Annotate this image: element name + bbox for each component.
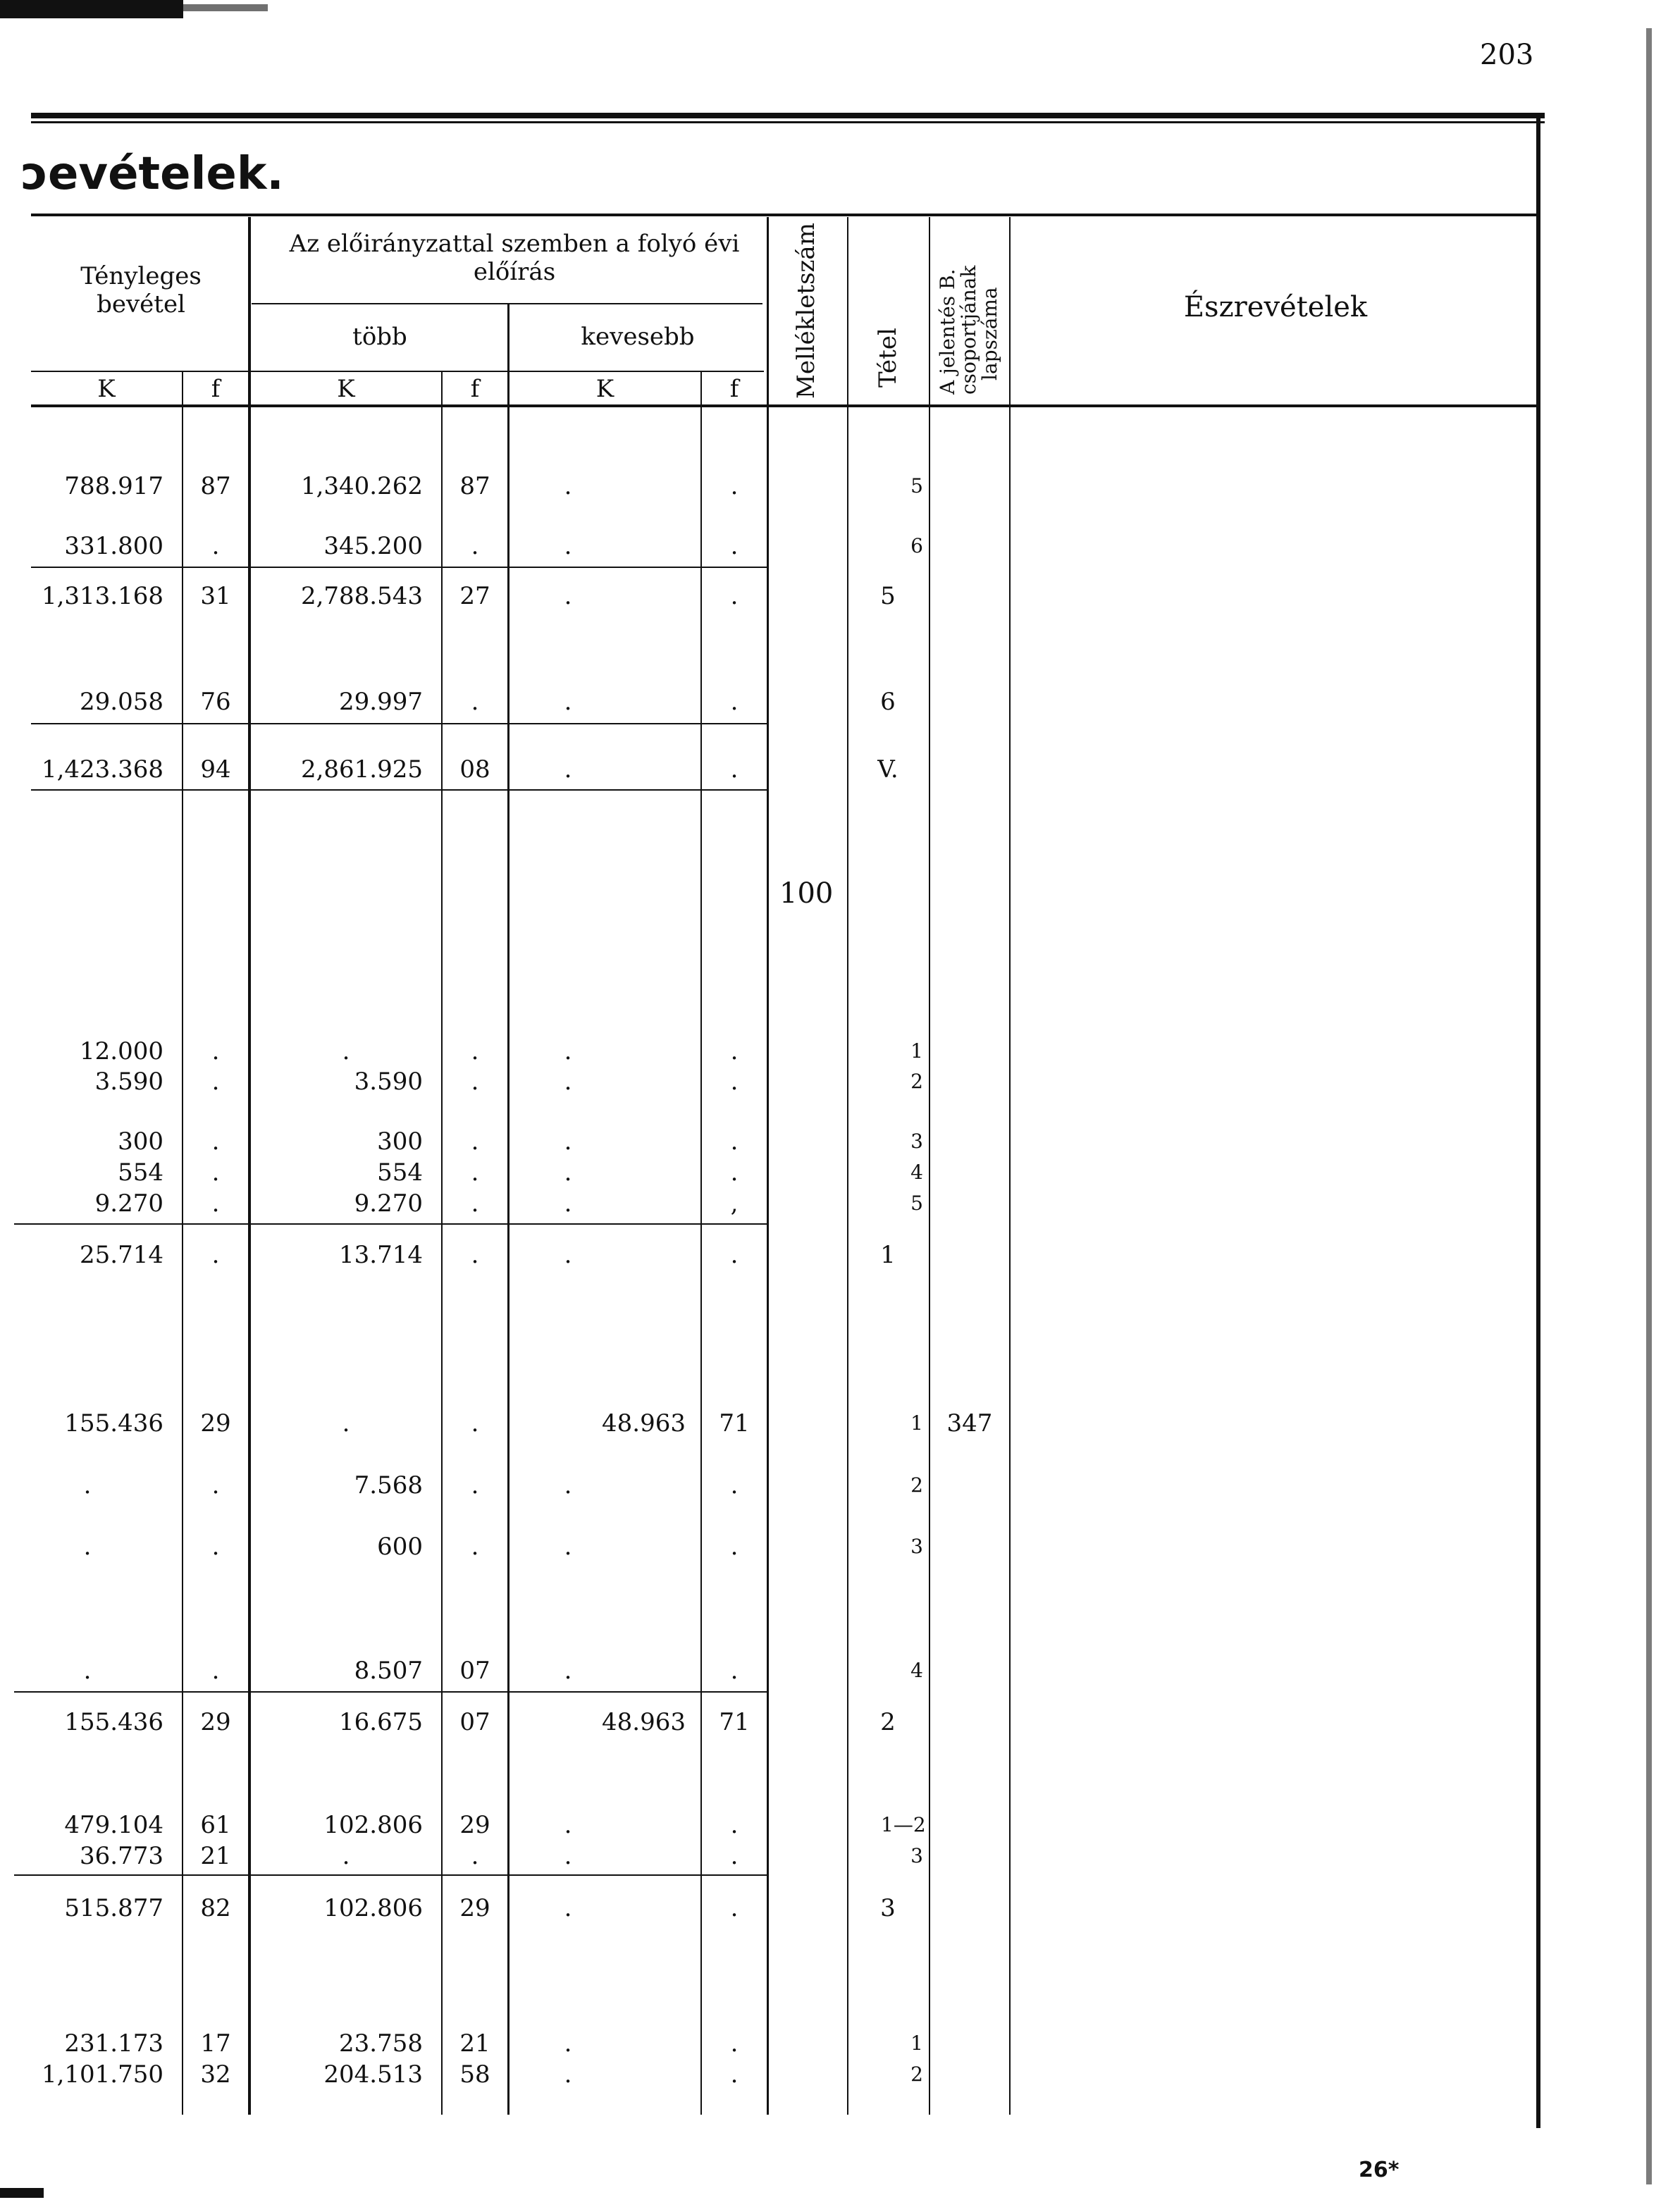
cell-tk: . xyxy=(83,1657,92,1685)
cell-tetel: 2 xyxy=(910,1473,923,1497)
cell-tetel: 1 xyxy=(910,2032,923,2055)
cell-tetel: 5 xyxy=(880,582,896,610)
cell-ok: 102.806 xyxy=(323,1894,423,1922)
scan-edge-right xyxy=(1646,28,1652,2184)
cell-kk: . xyxy=(564,1811,572,1839)
cell-kf: . xyxy=(730,1471,739,1500)
cell-tetel: 3 xyxy=(910,1844,923,1867)
cell-tf: 21 xyxy=(200,1842,231,1870)
cell-tk: . xyxy=(83,1533,92,1561)
cell-kf: . xyxy=(730,2029,739,2058)
cell-tetel: 1 xyxy=(910,1411,923,1435)
cell-kf: . xyxy=(730,1657,739,1685)
cell-ok: 345.200 xyxy=(323,532,423,560)
header-bottom-line xyxy=(31,404,1536,407)
cell-of: 21 xyxy=(459,2029,490,2058)
cell-tetel: 4 xyxy=(910,1161,923,1184)
cell-tk: 9.270 xyxy=(94,1189,163,1218)
header-tenyleges-text: Tényleges bevétel xyxy=(80,262,202,319)
col-line-kevesebb-right xyxy=(767,217,769,2115)
cell-of: 07 xyxy=(459,1708,490,1736)
cell-kk: . xyxy=(564,1189,572,1218)
subtotal-line-3 xyxy=(31,789,767,791)
cell-kk: . xyxy=(564,1127,572,1156)
page-number: 203 xyxy=(1480,39,1534,71)
subtotal-line-1 xyxy=(31,567,767,568)
cell-kk: . xyxy=(564,1068,572,1096)
header-tenyleges xyxy=(35,262,247,319)
cell-of: . xyxy=(471,1241,479,1269)
top-rule-thick xyxy=(31,113,1545,118)
cell-kf: . xyxy=(730,688,739,716)
cell-kf: . xyxy=(730,2060,739,2089)
cell-tetel: 2 xyxy=(910,2063,923,2086)
cell-ok: 29.997 xyxy=(339,688,423,716)
cell-tk: 554 xyxy=(118,1158,163,1187)
cell-of: . xyxy=(471,1127,479,1156)
header-k-kevesebb: K xyxy=(595,375,614,403)
cell-kf: . xyxy=(730,1894,739,1922)
header-f-kevesebb: f xyxy=(729,375,739,403)
cell-tk: 1,313.168 xyxy=(41,582,163,610)
header-tetel: Tétel xyxy=(874,328,902,388)
header-k-tenyleges: K xyxy=(97,375,116,403)
cell-tf: 61 xyxy=(200,1811,231,1839)
cell-ok: . xyxy=(342,1842,350,1870)
cell-ok: 600 xyxy=(377,1533,423,1561)
cell-ok: 2,861.925 xyxy=(300,755,423,784)
kf-header-line xyxy=(31,371,764,372)
cell-kk: . xyxy=(564,1657,572,1685)
header-kevesebb: kevesebb xyxy=(581,323,695,351)
cell-kf: . xyxy=(730,1842,739,1870)
cell-tf: . xyxy=(211,1657,220,1685)
cell-tf: . xyxy=(211,1533,220,1561)
cell-kf: 71 xyxy=(719,1409,750,1438)
cell-kf: . xyxy=(730,1241,739,1269)
melleklet-value: 100 xyxy=(779,877,834,910)
cell-tf: . xyxy=(211,1127,220,1156)
cell-tf: . xyxy=(211,1189,220,1218)
cell-kk: . xyxy=(564,2060,572,2089)
cell-tk: 479.104 xyxy=(64,1811,163,1839)
cell-tf: . xyxy=(211,1471,220,1500)
cell-kk: 48.963 xyxy=(602,1708,686,1736)
cell-kf: . xyxy=(730,582,739,610)
cell-kk: 48.963 xyxy=(602,1409,686,1438)
col-line-melleklet-right xyxy=(847,217,848,2115)
cell-tf: 87 xyxy=(200,472,231,500)
header-jelentes-1: A jelentés B. xyxy=(936,268,959,395)
col-line-tetel-right xyxy=(929,217,930,2115)
cell-kk: . xyxy=(564,1241,572,1269)
cell-tf: 94 xyxy=(200,755,231,784)
cell-tetel: 3 xyxy=(910,1535,923,1558)
footer-mark: 26* xyxy=(1359,2158,1400,2182)
cell-tetel: 1—2 xyxy=(881,1813,926,1836)
cell-tetel: 6 xyxy=(880,688,896,716)
cell-ok: 8.507 xyxy=(354,1657,423,1685)
cell-of: . xyxy=(471,1037,479,1065)
cell-tetel: 4 xyxy=(910,1659,923,1682)
cell-of: . xyxy=(471,532,479,560)
cell-tk: . xyxy=(83,1471,92,1500)
header-mellekletszam: Mellékletszám xyxy=(792,223,820,399)
cell-tk: 29.058 xyxy=(80,688,163,716)
header-jelentes-3: lapszáma xyxy=(978,287,1001,381)
cell-of: . xyxy=(471,1533,479,1561)
cell-kk: . xyxy=(564,1037,572,1065)
cell-tf: 82 xyxy=(200,1894,231,1922)
scan-smudge-top xyxy=(0,0,183,18)
cell-kf: . xyxy=(730,755,739,784)
cell-kk: . xyxy=(564,1894,572,1922)
cell-tetel: 3 xyxy=(910,1130,923,1153)
subtotal-line-5 xyxy=(14,1691,767,1693)
cell-kf: . xyxy=(730,1068,739,1096)
cell-tetel: 1 xyxy=(880,1241,896,1269)
cell-of: 08 xyxy=(459,755,490,784)
cell-kk: . xyxy=(564,755,572,784)
cell-ok: . xyxy=(342,1409,350,1438)
cell-tk: 1,423.368 xyxy=(41,755,163,784)
cell-of: . xyxy=(471,1409,479,1438)
cell-kf: . xyxy=(730,1158,739,1187)
cell-of: 29 xyxy=(459,1894,490,1922)
top-rule-thin xyxy=(31,121,1545,123)
cell-of: 87 xyxy=(459,472,490,500)
cell-ok: 1,340.262 xyxy=(300,472,423,500)
subtotal-line-4 xyxy=(14,1223,767,1225)
cell-tetel: V. xyxy=(877,755,898,784)
subtotal-line-6 xyxy=(14,1874,767,1876)
cell-kk: . xyxy=(564,582,572,610)
cell-tk: 300 xyxy=(118,1127,163,1156)
cell-tk: 155.436 xyxy=(64,1409,163,1438)
cell-tk: 515.877 xyxy=(64,1894,163,1922)
header-top-line xyxy=(31,214,1536,216)
cell-of: . xyxy=(471,688,479,716)
cell-tetel: 1 xyxy=(910,1039,923,1063)
cell-of: . xyxy=(471,1158,479,1187)
cell-of: 27 xyxy=(459,582,490,610)
cell-tetel: 6 xyxy=(910,534,923,557)
cell-of: . xyxy=(471,1189,479,1218)
cell-ok: 13.714 xyxy=(339,1241,423,1269)
cell-ok: 23.758 xyxy=(339,2029,423,2058)
cell-kk: . xyxy=(564,2029,572,2058)
cell-tf: 29 xyxy=(200,1409,231,1438)
cell-kf: . xyxy=(730,1037,739,1065)
cell-ok: 2,788.543 xyxy=(300,582,423,610)
cell-tf: . xyxy=(211,532,220,560)
cell-ok: 554 xyxy=(377,1158,423,1187)
cell-lap: 347 xyxy=(946,1409,993,1438)
cell-kf: . xyxy=(730,1811,739,1839)
header-eloiranyzat xyxy=(268,230,761,286)
header-eloiranyzat-text: Az előirányzattal szemben a folyó évi előírás xyxy=(289,230,740,286)
cell-tk: 788.917 xyxy=(64,472,163,500)
cell-tk: 12.000 xyxy=(80,1037,163,1065)
cell-tetel: 3 xyxy=(880,1894,896,1922)
cell-of: 07 xyxy=(459,1657,490,1685)
cell-tetel: 5 xyxy=(910,474,923,497)
cell-tetel: 2 xyxy=(880,1708,896,1736)
cell-ok: 102.806 xyxy=(323,1811,423,1839)
cell-ok: . xyxy=(342,1037,350,1065)
cell-tetel: 5 xyxy=(910,1192,923,1215)
cell-of: 58 xyxy=(459,2060,490,2089)
cell-tk: 231.173 xyxy=(64,2029,163,2058)
cell-kk: . xyxy=(564,532,572,560)
cell-kf: . xyxy=(730,1127,739,1156)
header-jelentes-2: csoportjának xyxy=(957,265,980,395)
header-k-tobb: K xyxy=(337,375,355,403)
scan-mark-bottom xyxy=(0,2188,44,2198)
cell-of: . xyxy=(471,1842,479,1870)
cell-ok: 7.568 xyxy=(354,1471,423,1500)
col-line-jelentes-right xyxy=(1009,217,1011,2115)
cell-tf: 32 xyxy=(200,2060,231,2089)
cell-kk: . xyxy=(564,1158,572,1187)
cell-kf: , xyxy=(730,1189,739,1218)
cell-ok: 9.270 xyxy=(354,1189,423,1218)
cell-kf: . xyxy=(730,1533,739,1561)
cell-kf: . xyxy=(730,532,739,560)
scan-smudge-top-tail xyxy=(183,4,268,11)
cell-tetel: 2 xyxy=(910,1070,923,1093)
cell-tk: 1,101.750 xyxy=(41,2060,163,2089)
cell-ok: 300 xyxy=(377,1127,423,1156)
cell-kk: . xyxy=(564,1471,572,1500)
cell-tf: . xyxy=(211,1158,220,1187)
header-eszrevetelek: Észrevételek xyxy=(1183,291,1368,323)
header-tobb: több xyxy=(352,323,407,351)
cell-tf: . xyxy=(211,1068,220,1096)
header-f-tobb: f xyxy=(470,375,480,403)
header-f-tenyleges: f xyxy=(211,375,221,403)
cell-kf: . xyxy=(730,472,739,500)
cell-tk: 25.714 xyxy=(80,1241,163,1269)
cell-of: . xyxy=(471,1068,479,1096)
cell-ok: 204.513 xyxy=(323,2060,423,2089)
cell-kk: . xyxy=(564,1533,572,1561)
cell-tf: 17 xyxy=(200,2029,231,2058)
cell-tf: . xyxy=(211,1037,220,1065)
cell-kk: . xyxy=(564,1842,572,1870)
cell-tf: 31 xyxy=(200,582,231,610)
cell-tk: 155.436 xyxy=(64,1708,163,1736)
cell-ok: 16.675 xyxy=(339,1708,423,1736)
cell-tf: 29 xyxy=(200,1708,231,1736)
cell-kf: 71 xyxy=(719,1708,750,1736)
cell-tf: . xyxy=(211,1241,220,1269)
cell-kk: . xyxy=(564,688,572,716)
cell-tk: 331.800 xyxy=(64,532,163,560)
subtotal-line-2 xyxy=(31,723,767,724)
cell-tk: 36.773 xyxy=(80,1842,163,1870)
page-title: ɔevételek. xyxy=(21,148,284,200)
right-border-line xyxy=(1536,113,1540,2128)
cell-ok: 3.590 xyxy=(354,1068,423,1096)
cell-of: . xyxy=(471,1471,479,1500)
cell-tk: 3.590 xyxy=(94,1068,163,1096)
cell-tf: 76 xyxy=(200,688,231,716)
cell-of: 29 xyxy=(459,1811,490,1839)
cell-kk: . xyxy=(564,472,572,500)
